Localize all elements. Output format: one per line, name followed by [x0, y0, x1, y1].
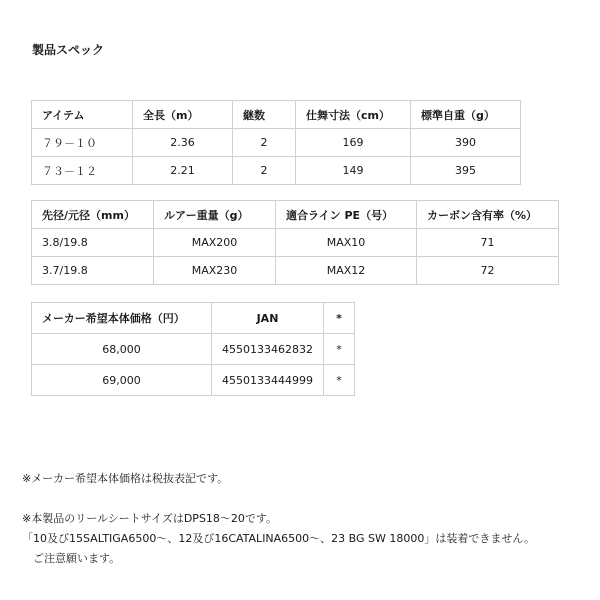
header-jan: JAN	[212, 303, 324, 334]
cell-tip-butt: 3.7/19.8	[32, 257, 154, 285]
header-weight: 標準自重（g）	[411, 101, 521, 129]
table-row	[32, 334, 355, 365]
note-price: ※メーカー希望本体価格は税抜表記です。	[22, 472, 229, 485]
spec-table-basic	[31, 100, 521, 185]
table-row	[32, 229, 559, 257]
header-price: メーカー希望本体価格（円）	[32, 303, 212, 334]
cell-tip-butt: 3.8/19.8	[32, 229, 154, 257]
table-row	[32, 365, 355, 396]
cell-closed-length: 149	[296, 157, 411, 185]
cell-length: 2.21	[133, 157, 233, 185]
cell-mark: *	[324, 334, 355, 365]
spec-table-details	[31, 200, 559, 285]
note-reel-seat	[22, 509, 535, 569]
cell-weight: 395	[411, 157, 521, 185]
page-title: 製品スペック	[32, 43, 105, 57]
cell-jan: 4550133444999	[212, 365, 324, 396]
cell-line: MAX10	[276, 229, 417, 257]
table-header-row	[32, 303, 355, 334]
header-closed-length: 仕舞寸法（cm）	[296, 101, 411, 129]
cell-weight: 390	[411, 129, 521, 157]
cell-closed-length: 169	[296, 129, 411, 157]
cell-carbon: 71	[417, 229, 559, 257]
cell-line: MAX12	[276, 257, 417, 285]
note-reel-seat-line1: ※本製品のリールシートサイズはDPS18～20です。	[22, 512, 278, 525]
cell-lure-weight: MAX200	[154, 229, 276, 257]
table-row	[32, 129, 521, 157]
spec-table-price	[31, 302, 355, 396]
header-lure-weight: ルアー重量（g）	[154, 201, 276, 229]
note-reel-seat-line2: 「10及び15SALTIGA6500～、12及び16CATALINA6500～、23 BG SW 18000」は装着できません。	[22, 532, 536, 545]
cell-sections: 2	[233, 157, 296, 185]
header-carbon: カーボン含有率（%）	[417, 201, 559, 229]
cell-price: 68,000	[32, 334, 212, 365]
header-line: 適合ライン PE（号）	[276, 201, 417, 229]
header-item: アイテム	[32, 101, 133, 129]
cell-sections: 2	[233, 129, 296, 157]
header-length: 全長（m）	[133, 101, 233, 129]
note-reel-seat-line3: ご注意願います。	[22, 552, 121, 565]
table-header-row	[32, 101, 521, 129]
cell-item: ７９－１０	[32, 129, 133, 157]
cell-mark: *	[324, 365, 355, 396]
cell-jan: 4550133462832	[212, 334, 324, 365]
table-row	[32, 157, 521, 185]
cell-length: 2.36	[133, 129, 233, 157]
header-mark: *	[324, 303, 355, 334]
header-sections: 継数	[233, 101, 296, 129]
cell-item: ７３－１２	[32, 157, 133, 185]
cell-price: 69,000	[32, 365, 212, 396]
table-header-row	[32, 201, 559, 229]
cell-carbon: 72	[417, 257, 559, 285]
cell-lure-weight: MAX230	[154, 257, 276, 285]
table-row	[32, 257, 559, 285]
header-tip-butt: 先径/元径（mm）	[32, 201, 154, 229]
